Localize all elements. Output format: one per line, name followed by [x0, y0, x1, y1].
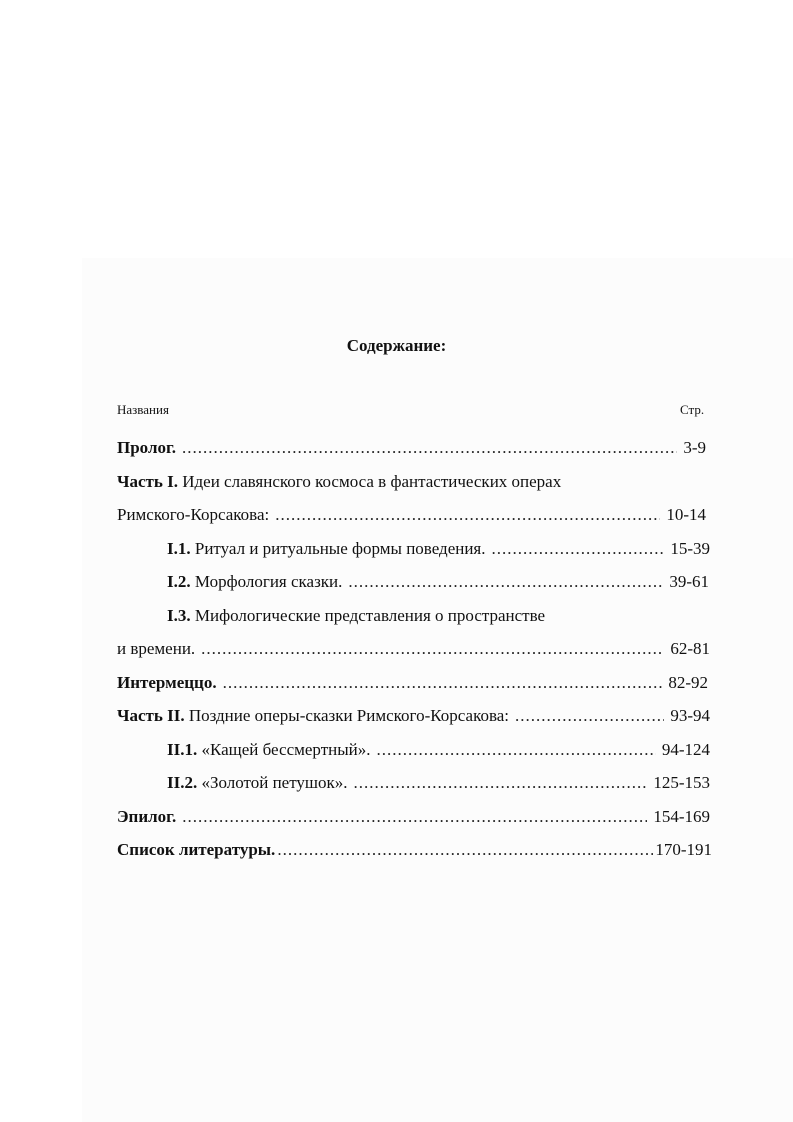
- entry-title: Поздние оперы-сказки Римского-Корсакова:: [188, 706, 510, 725]
- leader-dots: [354, 773, 648, 793]
- entry-number: Часть II.: [117, 706, 185, 725]
- column-header-pages: Стр.: [680, 402, 705, 417]
- entry-number: I.3.: [167, 606, 191, 625]
- entry-number: Эпилог.: [117, 807, 177, 826]
- entry-number: II.1.: [167, 740, 198, 759]
- entry-title: Морфология сказки.: [194, 572, 343, 591]
- toc-entry-bibliography: [117, 840, 712, 864]
- leader-dots: [223, 673, 663, 693]
- page-range: 82-92: [668, 673, 708, 692]
- leader-dots: [277, 840, 653, 860]
- page-range: 154-169: [653, 807, 710, 826]
- entry-number: II.2.: [167, 773, 198, 792]
- toc-entry-part-2: [117, 706, 710, 730]
- toc-entry-intermezzo: [117, 673, 708, 697]
- page-range: 15-39: [670, 539, 710, 558]
- column-header-titles: Названия: [117, 402, 169, 417]
- page-title: Содержание:: [346, 336, 447, 355]
- page-range: 170-191: [655, 840, 712, 859]
- entry-title: Идеи славянского космоса в фантастических операх: [182, 472, 562, 491]
- entry-title: и времени.: [117, 639, 196, 658]
- leader-dots: [348, 572, 663, 592]
- page-range: 39-61: [669, 572, 709, 591]
- toc-entry-part-1-continued: [117, 505, 706, 529]
- entry-number: I.1.: [167, 539, 191, 558]
- entry-number: Интермеццо.: [117, 673, 217, 692]
- leader-dots: [492, 539, 665, 559]
- toc-entry-1-3-continued: [117, 639, 710, 663]
- toc-entry-2-1: [167, 740, 710, 764]
- toc-entry-prolog: [117, 438, 706, 462]
- leader-dots: [275, 505, 660, 525]
- toc-entry-1-1: [167, 539, 710, 563]
- toc-entry-epilog: [117, 807, 710, 831]
- page-range: 94-124: [661, 740, 710, 759]
- leader-dots: [201, 639, 664, 659]
- toc-entry-1-3: [167, 606, 545, 626]
- page-range: 125-153: [653, 773, 710, 792]
- leader-dots: [515, 706, 664, 726]
- entry-number: Часть I.: [117, 472, 178, 491]
- entry-title: Мифологические представления о пространстве: [194, 606, 546, 625]
- entry-number: Пролог.: [117, 438, 177, 457]
- toc-entry-part-1: [117, 472, 561, 492]
- leader-dots: [182, 807, 647, 827]
- leader-dots: [182, 438, 677, 458]
- leader-dots: [377, 740, 656, 760]
- entry-number: I.2.: [167, 572, 191, 591]
- page-range: 93-94: [670, 706, 710, 725]
- page-range: 10-14: [666, 505, 706, 524]
- entry-title: Ритуал и ритуальные формы поведения.: [194, 539, 486, 558]
- toc-entry-1-2: [167, 572, 709, 596]
- page-range: 62-81: [670, 639, 710, 658]
- entry-title: «Золотой петушок».: [201, 773, 348, 792]
- toc-entry-2-2: [167, 773, 710, 797]
- entry-title: Римского-Корсакова:: [117, 505, 270, 524]
- entry-number: Список литературы.: [117, 840, 276, 859]
- entry-title: «Кащей бессмертный».: [201, 740, 371, 759]
- page-range: 3-9: [683, 438, 706, 457]
